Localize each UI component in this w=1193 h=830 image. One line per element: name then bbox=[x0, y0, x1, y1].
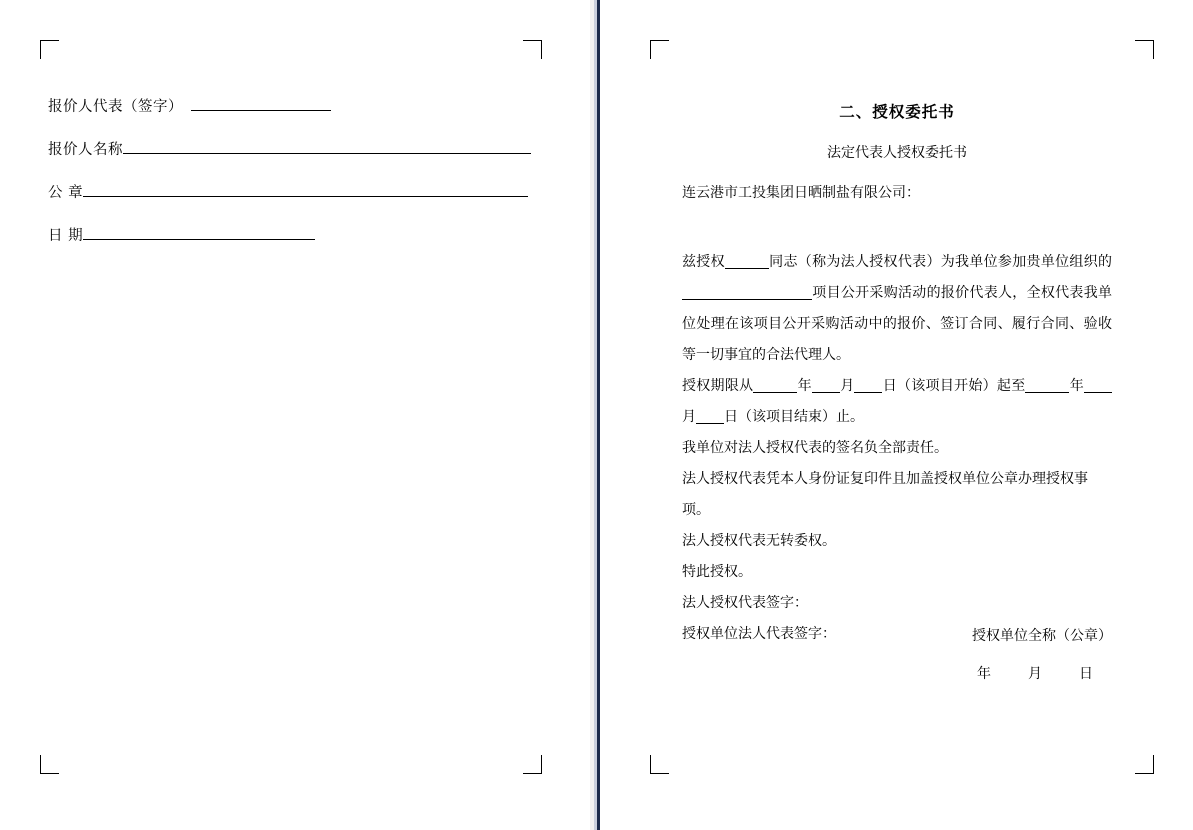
form-line-date[interactable] bbox=[83, 225, 315, 240]
form-line-official-seal[interactable] bbox=[83, 182, 528, 197]
signature-form-block bbox=[48, 95, 548, 267]
signature-label-authorized-rep: 法人授权代表签字： bbox=[682, 595, 808, 611]
signature-unit-name: 授权单位全称（公章） bbox=[972, 628, 1112, 644]
auth-p1-part-b: 同志（称为法人授权代表）为我单位参加贵单位组织的 bbox=[768, 254, 1113, 270]
crop-mark-bottom-right bbox=[1135, 755, 1154, 774]
form-label-official-seal: 公 章 bbox=[48, 185, 84, 201]
blank-end-month[interactable] bbox=[1084, 376, 1112, 393]
crop-mark-top-right bbox=[523, 40, 542, 59]
form-row-bidder-representative bbox=[48, 95, 548, 116]
auth-p2-label-month-end: 月 bbox=[682, 409, 696, 425]
page-title: 二、授权委托书 bbox=[839, 103, 955, 121]
auth-p2-part-d: 日（该项目开始）起至 bbox=[882, 378, 1026, 394]
form-label-bidder-representative: 报价人代表（签字） bbox=[48, 99, 183, 115]
auth-p1-part-a: 兹授权 bbox=[682, 254, 725, 270]
form-row-bidder-name bbox=[48, 138, 548, 159]
clause-responsibility: 我单位对法人授权代表的签名负全部责任。 bbox=[682, 440, 948, 456]
form-label-bidder-name: 报价人名称 bbox=[48, 142, 123, 158]
blank-end-day[interactable] bbox=[696, 407, 724, 424]
auth-p2-label-month-start: 月 bbox=[839, 378, 855, 394]
auth-p2-label-year-end: 年 bbox=[1069, 378, 1085, 394]
page-gutter bbox=[590, 0, 600, 830]
clause-id-copy: 法人授权代表凭本人身份证复印件且加盖授权单位公章办理授权事项。 bbox=[682, 471, 1088, 518]
form-row-date bbox=[48, 224, 548, 245]
document-subtitle: 法定代表人授权委托书 bbox=[827, 145, 967, 161]
page-right bbox=[600, 0, 1193, 830]
auth-p2-part-g: 日（该项目结束）止。 bbox=[724, 409, 864, 425]
crop-mark-top-right bbox=[1135, 40, 1154, 59]
auth-p2-label-year-start: 年 bbox=[797, 378, 812, 394]
blank-project-name[interactable] bbox=[682, 283, 812, 300]
crop-mark-bottom-left bbox=[650, 755, 669, 774]
clause-hereby-authorize: 特此授权。 bbox=[682, 564, 752, 580]
signature-date-row bbox=[682, 663, 1112, 683]
signature-date-year: 年 bbox=[977, 666, 992, 682]
crop-mark-top-left bbox=[40, 40, 59, 59]
page-left bbox=[0, 0, 590, 830]
clause-no-subdelegation: 法人授权代表无转委权。 bbox=[682, 533, 836, 549]
form-line-bidder-name[interactable] bbox=[123, 139, 531, 154]
blank-authorized-person[interactable] bbox=[725, 252, 769, 269]
auth-p2-part-a: 授权期限从 bbox=[682, 378, 754, 394]
signature-label-legal-rep: 授权单位法人代表签字： bbox=[682, 626, 836, 642]
form-line-bidder-representative[interactable] bbox=[191, 96, 331, 111]
signature-date-day: 日 bbox=[1079, 666, 1094, 682]
crop-mark-bottom-left bbox=[40, 755, 59, 774]
form-label-date: 日 期 bbox=[48, 228, 84, 244]
signature-block bbox=[682, 625, 1112, 683]
authorization-paragraph-1 bbox=[682, 247, 1112, 371]
addressee-line: 连云港市工投集团日晒制盐有限公司： bbox=[682, 185, 920, 201]
authorization-letter-body bbox=[682, 100, 1112, 650]
crop-mark-bottom-right bbox=[523, 755, 542, 774]
signature-date-month: 月 bbox=[1028, 666, 1043, 682]
form-row-official-seal bbox=[48, 181, 548, 202]
blank-start-day[interactable] bbox=[854, 376, 882, 393]
blank-start-month[interactable] bbox=[812, 376, 840, 393]
blank-end-year[interactable] bbox=[1025, 376, 1069, 393]
auth-p1-part-c: 项目公开采购活动的报价代表人，全权代表我单位处理在该项目公开采购活动中的报价、签订合同、履行合同、验收等一切事宜的合法代理人。 bbox=[682, 285, 1112, 363]
crop-mark-top-left bbox=[650, 40, 669, 59]
authorization-paragraph-2 bbox=[682, 371, 1112, 433]
blank-start-year[interactable] bbox=[753, 376, 797, 393]
